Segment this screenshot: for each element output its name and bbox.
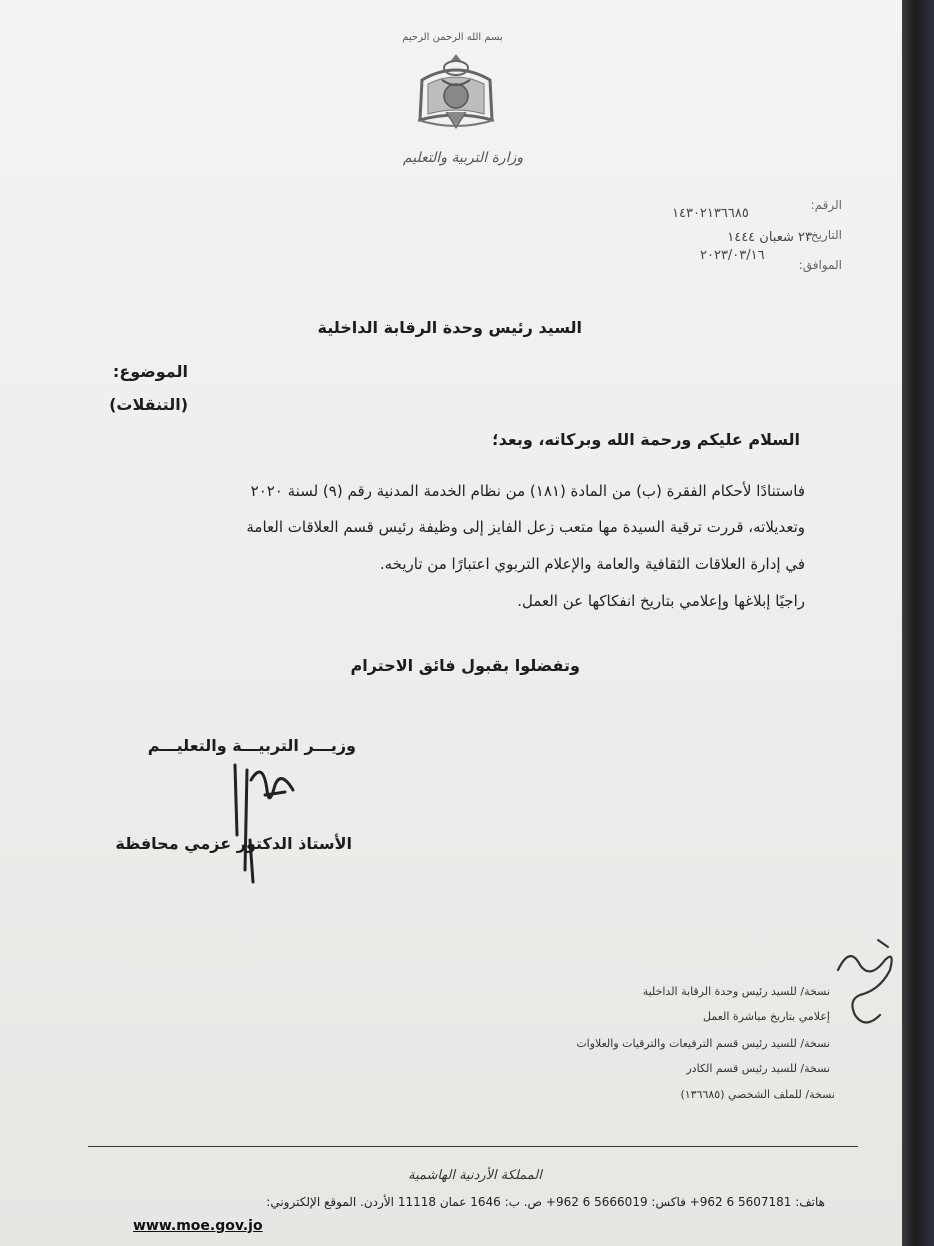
date-value: ٢٣ شعبان ١٤٤٤ — [727, 230, 812, 245]
footer-kingdom: المملكة الأردنية الهاشمية — [408, 1168, 542, 1183]
cc-line: نسخة/ للملف الشخصي (١٣٦٦٨٥) — [680, 1088, 835, 1101]
greeting: السلام عليكم ورحمة الله وبركاته، وبعد؛ — [492, 430, 800, 449]
handwritten-signature — [205, 750, 300, 885]
footer-contact: هاتف: 5607181 6 962+ فاكس: 5666019 6 962+ ص. ب: 1646 عمان 11118 الأردن. الموقع الإلكتروني: — [266, 1195, 825, 1209]
signatory-name: الأستاذ الدكتور عزمي محافظة — [115, 834, 352, 853]
handwritten-initials — [830, 935, 900, 1035]
signatory-title: وزيـــر التربيـــة والتعليـــم — [147, 736, 356, 755]
cc-line: إعلامي بتاريخ مباشرة العمل — [703, 1010, 830, 1023]
footer-rule — [88, 1146, 858, 1147]
footer-website-link[interactable]: www.moe.gov.jo — [133, 1218, 263, 1234]
recipient: السيد رئيس وحدة الرقابة الداخلية — [317, 318, 582, 337]
cc-line: نسخة/ للسيد رئيس وحدة الرقابة الداخلية — [642, 985, 830, 998]
date-label: التاريخ: — [806, 228, 842, 242]
subject-value: (التنقلات) — [109, 395, 188, 414]
cc-line: نسخة/ للسيد رئيس قسم الترفيعات والترقيات والعلاوات — [576, 1037, 830, 1050]
closing: وتفضلوا بقبول فائق الاحترام — [350, 656, 580, 675]
body-line: في إدارة العلاقات الثقافية والعامة والإعلام التربوي اعتبارًا من تاريخه. — [379, 555, 805, 573]
body-line: راجيًا إبلاغها وإعلامي بتاريخ انفكاكها عن العمل. — [517, 592, 805, 610]
jordan-crest-icon — [412, 50, 500, 132]
cc-line: نسخة/ للسيد رئيس قسم الكادر — [686, 1062, 830, 1075]
number-value: ١٤٣٠٢١٣٦٦٨٥ — [672, 206, 749, 221]
corresponding-value: ٢٠٢٣/٠٣/١٦ — [700, 248, 765, 263]
number-label: الرقم: — [810, 198, 842, 212]
corresponding-label: الموافق: — [798, 258, 842, 272]
body-line: فاستنادًا لأحكام الفقرة (ب) من المادة (١٨١) من نظام الخدمة المدنية رقم (٩) لسنة ٢٠٢٠ — [250, 482, 805, 500]
ministry-name: وزارة التربية والتعليم — [402, 150, 524, 166]
subject-label: الموضوع: — [112, 362, 188, 381]
desk-edge — [902, 0, 934, 1246]
body-line: وتعديلاته، قررت ترقية السيدة مها متعب زعل الفايز إلى وظيفة رئيس قسم العلاقات العامة — [246, 518, 805, 536]
basmala: بسم الله الرحمن الرحيم — [402, 32, 503, 43]
